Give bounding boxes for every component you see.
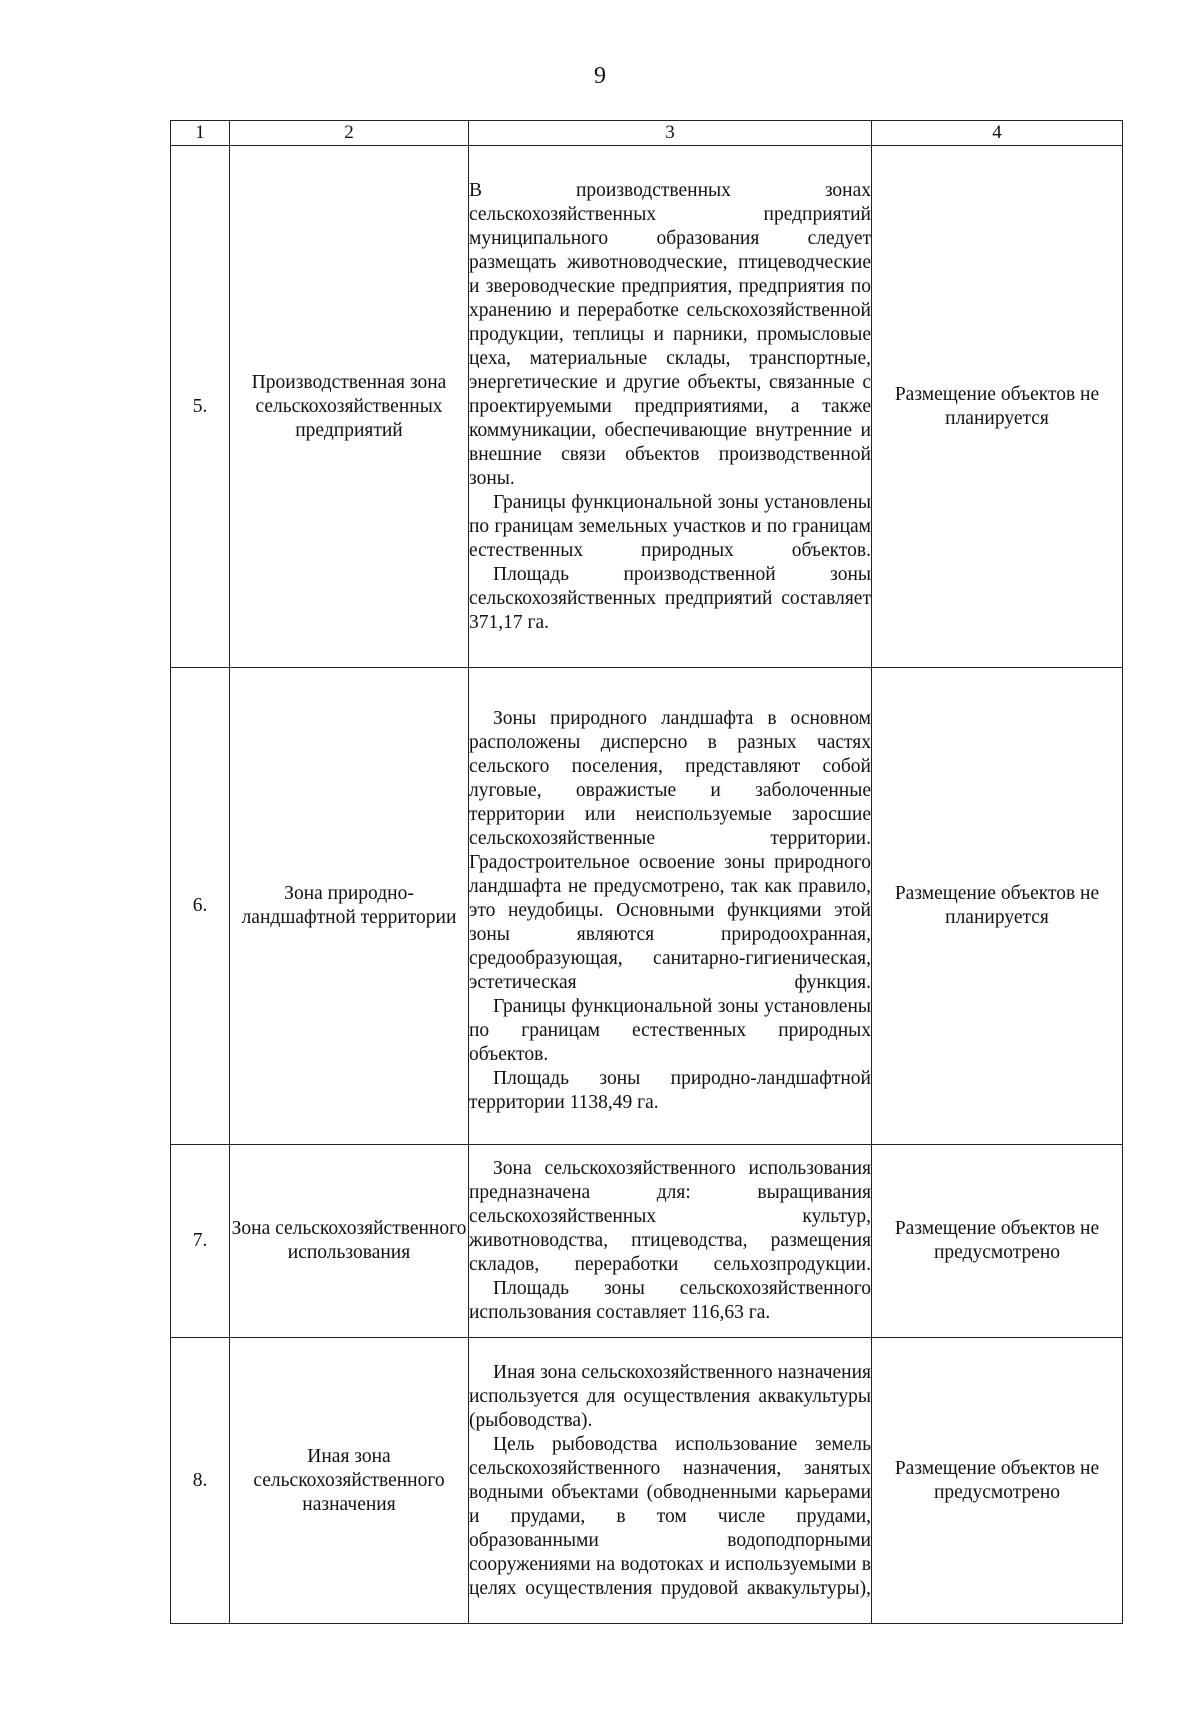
zone-name: Зона природно-ландшафтной территории (230, 668, 469, 1145)
zone-description (469, 668, 872, 1145)
zone-description (469, 1145, 872, 1338)
description-paragraph: Площадь зоны сельскохозяйственного использования составляет 116,63 га. (469, 1278, 871, 1323)
table-row (171, 146, 1123, 668)
column-header-2: 2 (230, 121, 469, 146)
placement-note: Размещение объектов не планируется (872, 146, 1123, 668)
description-paragraph: Цель рыбоводства использование земель сельскохозяйственного назначения, занятых водными объектами (обводненными карьерами и прудами, в том числе прудами, образованными водоподпорными сооружениями на водотоках и используемыми в целях осуществления прудовой аквакультуры), (469, 1433, 871, 1599)
placement-note: Размещение объектов не планируется (872, 668, 1123, 1145)
table-row (171, 1145, 1123, 1338)
row-number: 7. (171, 1145, 230, 1338)
description-paragraph: Иная зона сельскохозяйственного назначения используется для осуществления аквакультуры (рыбоводства). (469, 1361, 871, 1431)
row-number: 6. (171, 668, 230, 1145)
zone-name: Производственная зона сельскохозяйственных предприятий (230, 146, 469, 668)
row-number: 5. (171, 146, 230, 668)
page-number: 9 (594, 63, 606, 89)
placement-note: Размещение объектов не предусмотрено (872, 1338, 1123, 1624)
zone-description (469, 146, 872, 668)
column-header-4: 4 (872, 121, 1123, 146)
table-row (171, 668, 1123, 1145)
zone-name: Иная зона сельскохозяйственного назначения (230, 1338, 469, 1624)
placement-note: Размещение объектов не предусмотрено (872, 1145, 1123, 1338)
table-row (171, 1338, 1123, 1624)
description-paragraph: В производственных зонах сельскохозяйственных предприятий муниципального образования следует размещать животноводческие, птицеводческие и звероводческие предприятия, предприятия по хранению и переработке сельскохозяйственной продукции, теплицы и парники, промысловые цеха, материальные склады, транспортные, энергетические и другие объекты, связанные с проектируемыми предприятиями, а также коммуникации, обеспечивающие внутренние и внешние связи объектов производственной зоны. (469, 179, 871, 489)
description-paragraph: Зона сельскохозяйственного использования предназначена для: выращивания сельскохозяйственных культур, животноводства, птицеводства, размещения складов, переработки сельхозпродукции. (469, 1158, 871, 1275)
column-header-1: 1 (171, 121, 230, 146)
row-number: 8. (171, 1338, 230, 1624)
description-paragraph: Границы функциональной зоны установлены по границам естественных природных объектов. (469, 996, 871, 1065)
functional-zones-table (170, 120, 1123, 1624)
zone-description (469, 1338, 872, 1624)
zone-name: Зона сельскохозяйственного использования (230, 1145, 469, 1338)
description-paragraph: Границы функциональной зоны установлены по границам земельных участков и по границам естественных природных объектов. (469, 491, 871, 561)
description-paragraph: Зоны природного ландшафта в основном расположены дисперсно в разных частях сельского поселения, представляют собой луговые, овражистые и заболоченные территории или неиспользуемые заросшие сельскохозяйственные территории. Градостроительное освоение зоны природного ландшафта не предусмотрено, так как правило, это неудобицы. Основными функциями этой зоны являются природоохранная, средообразующая, санитарно-гигиеническая, эстетическая функция. (469, 708, 871, 993)
description-paragraph: Площадь производственной зоны сельскохозяйственных предприятий составляет 371,17 га. (469, 563, 871, 633)
column-header-3: 3 (469, 121, 872, 146)
table-header-row (171, 121, 1123, 146)
description-paragraph: Площадь зоны природно-ландшафтной территории 1138,49 га. (469, 1068, 871, 1113)
